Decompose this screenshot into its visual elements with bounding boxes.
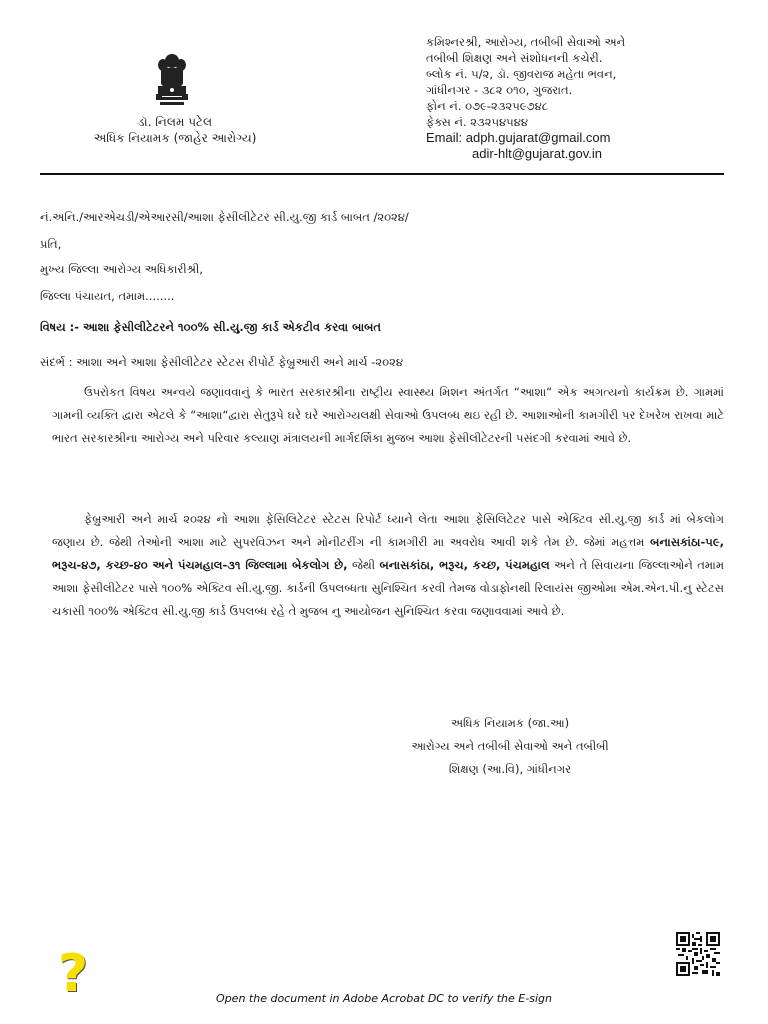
- officer-title: અધિક નિયામક (જાહેર આરોગ્ય): [93, 131, 257, 145]
- paragraph-1-text: ઉપરોકત વિષય અન્વયે જણાવવાનું કે ભારત સરકારશ્રીના રાષ્ટ્રીય સ્વાસ્થ્ય મિશન અંતર્ગત “આશા“ એક અગત્યનો કાર્યક્રમ છે. ગામમાં ગામની વ્યક્તિ દ્વારા એટલે કે “આશા“દ્વારા સેતુરૂપે ઘરે ઘરે આરોગ્યલક્ષી સેવાઓ ઉપલબ્ધ થઇ રહી છે. આશાઓની કામગીરી પર દેખરેખ રાખવા માટે ભારત સરકારશ્રીના આરોગ્ય અને પરિવાર કલ્યાણ મંત્રાલયની માર્ગદર્શિકા મુજબ આશા ફેસીલીટેટરની પસંદગી કરવામાં આવે છે.: [52, 385, 724, 445]
- office-address: [426, 34, 746, 162]
- signature-line-3: શિક્ષણ (આ.વિ), ગાંધીનગર: [448, 762, 572, 776]
- recipient-line-1: મુખ્ય જિલ્લા આરોગ્ય અધિકારીશ્રી,: [40, 262, 203, 276]
- address-line: ફોન નં. ૦૭૯-૨૩૨૫૯૭૪૮: [426, 99, 549, 113]
- question-mark-icon: ?: [58, 944, 89, 1004]
- qr-code-icon: [676, 932, 720, 976]
- address-line: ફેક્સ નં. ૨૩૨૫૪૫૪૪: [426, 115, 528, 129]
- email-line-2: adir-hlt@gujarat.gov.in: [472, 146, 603, 161]
- reference-number: નં.અનિ./આરએચડી/એઆરસી/આશા ફેસીલીટેટર સી.યુ.જી કાર્ડ બાબત /૨૦૨૪/: [40, 210, 409, 224]
- address-line: બ્લોક નં. ૫/૨, ડૉ. જીવરાજ મહેતા ભવન,: [426, 67, 617, 81]
- paragraph-2-text-a: ફેબ્રુઆરી અને માર્ચ ૨૦૨૪ નો આશા ફેસિલિટેટર સ્ટેટસ રિપોર્ટ ધ્યાને લેતા આશા ફેસિલિટેટર પાસે એક્ટિવ સી.યુ.જી કાર્ડ માં બેકલોગ જણાય છે. જેથી તેઓની આશા માટે સુપરવિઝન અને મોનીટરીંગ ની કામગીરી મા અવરોધ આવી શકે તેમ છે. જેમાં મહત્તમ: [52, 512, 724, 549]
- header-divider: [40, 173, 724, 175]
- email-line: Email: adph.gujarat@gmail.com: [426, 130, 611, 145]
- signature-line-2: આરોગ્ય અને તબીબી સેવાઓ અને તબીબી: [411, 739, 609, 753]
- recipient-line-2: જિલ્લા પંચાયત, તમામ........: [40, 289, 175, 303]
- paragraph-1: [52, 381, 724, 450]
- subject-line: વિષય :- આશા ફેસીલીટેટરને ૧૦૦% સી.યુ.જી કાર્ડ એકટીવ કરવા બાબત: [40, 320, 382, 334]
- officer-name: ડૉ. નિલમ પટેલ: [137, 115, 213, 129]
- paragraph-2: [52, 508, 724, 623]
- paragraph-2-text-b: જેથી: [347, 558, 380, 572]
- reference-line: સંદર્ભ : આશા અને આશા ફેસીલીટેટર સ્ટેટસ રીપોર્ટ ફેબ્રુઆરી અને માર્ચ -૨૦૨૪: [40, 355, 403, 369]
- officer-block: [80, 114, 270, 146]
- signature-block: [380, 712, 640, 781]
- esign-verify-note: Open the document in Adobe Acrobat DC to verify the E-sign: [216, 992, 552, 1005]
- address-line: ગાંધીનગર - ૩૮૨ ૦૧૦, ગુજરાત.: [426, 83, 573, 97]
- paragraph-2-text-c: અને તે સિવાયના જિલ્લાઓને તમામ આશા ફેસીલીટેટર પાસે ૧૦૦% એક્ટિવ સી.યુ.જી. કાર્ડની ઉપલબ્ધતા સુનિશ્ચિત કરવી તેમજ વોડાફોનથી રિલાયંસ જીઓમા એમ.એન.પી.નુ સ્ટેટસ ચકાસી ૧૦૦% એક્ટિવ સી.યુ.જી કાર્ડ ઉપલબ્ધ રહે તે મુજબ નુ આયોજન સુનિશ્ચિત કરવા જણાવવામાં આવે છે.: [52, 558, 724, 618]
- signature-line-1: અધિક નિયામક (જા.આ): [450, 716, 570, 730]
- salutation: પ્રતિ,: [40, 237, 62, 251]
- national-emblem-icon: [152, 52, 192, 114]
- address-line: કમિશ્નરશ્રી, આરોગ્ય, તબીબી સેવાઓ અને: [426, 35, 626, 49]
- paragraph-2-bold-2: બનાસકાંઠા, ભરૂચ, કચ્છ, પંચમહાલ: [379, 558, 550, 572]
- paragraph-2-bold-1: બનાસકાંઠા-૫૯, ભરૂચ-૪૭, કચ્છ-૪૦ અને પંચમહાલ-૩૧ જિલ્લામા બેકલોગ છે,: [52, 535, 724, 572]
- address-line: તબીબી શિક્ષણ અને સંશોધનની કચેરી.: [426, 51, 603, 65]
